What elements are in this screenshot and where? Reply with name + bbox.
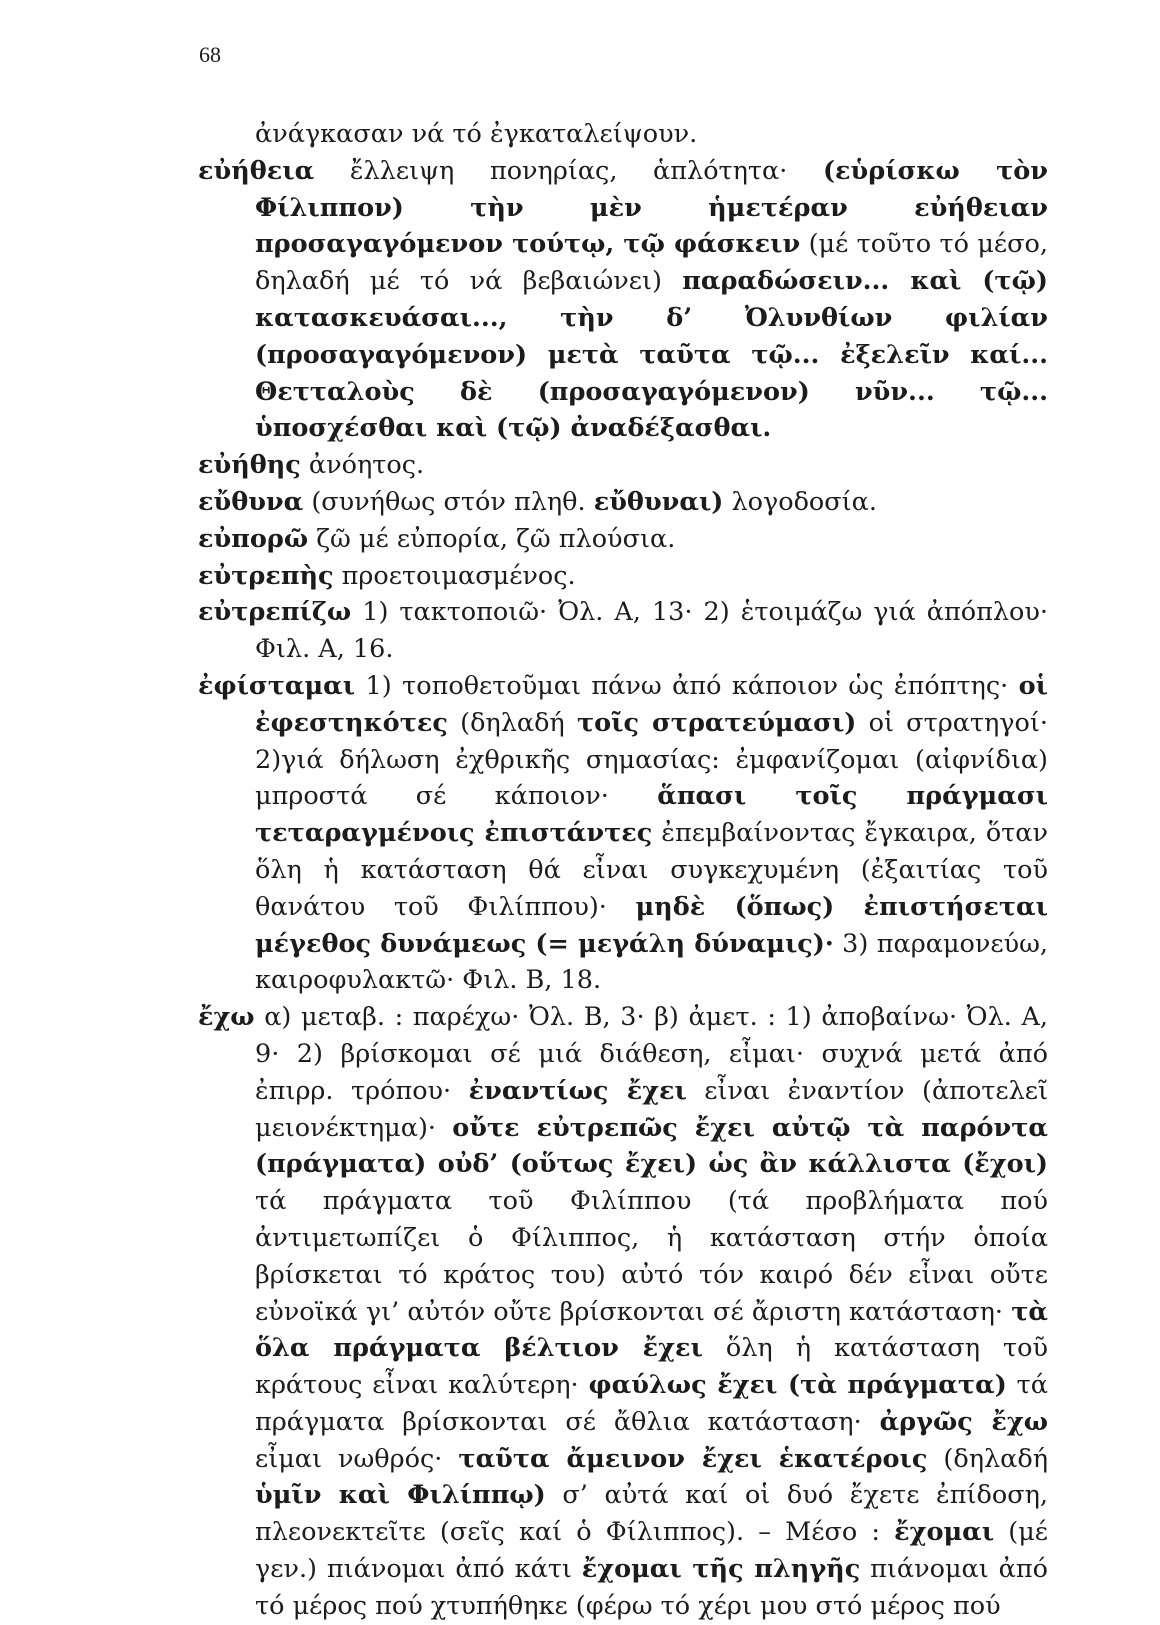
entry-gloss-text: προετοιμασμένος.: [333, 560, 576, 591]
entry-headword-text: παραδώσειν... καὶ (τῷ) κατασκευάσαι..., τὴν δ’ Ὀλυνθίων φιλίαν (προσαγαγόμενον) μετὰ ταῦτα τῷ... ἐξελεῖν καί... Θετταλοὺς δὲ (προσαγαγόμενον) νῦν... τῷ... ὑποσχέσθαι καὶ (τῷ) ἀναδέξασθαι.: [255, 266, 1048, 444]
entry-headword-text: εὐπορῶ: [198, 523, 309, 554]
entry-headword-text: μηδὲ (ὅπως) ἐπιστήσεται μέγεθος δυνάμεως (= μεγάλη δύναμις)·: [255, 891, 1048, 959]
entry-headword-text: οὔτε εὐτρεπῶς ἔχει αὐτῷ τὰ παρόντα (πράγματα) οὐδ’ (οὕτως ἔχει) ὡς ἂν κάλλιστα (ἔχοι): [255, 1112, 1048, 1180]
entry-headword-text: τοῖς στρατεύμασι): [576, 707, 857, 738]
entry-gloss-text: ἀνόητος.: [300, 450, 425, 481]
dictionary-entry-cont: [198, 116, 1048, 153]
entry-headword-text: εὔθυνα: [198, 486, 304, 517]
entry-gloss-text: 3) παραμονεύω, καιροφυλακτῶ· Φιλ. Β, 18.: [255, 928, 1048, 996]
entry-headword-text: ὑμῖν καὶ Φιλίππῳ): [255, 1480, 546, 1511]
entry-headword-text: εὐήθεια: [198, 155, 315, 186]
entry-gloss-text: (μέ γεν.) πιάνομαι ἀπό κάτι: [255, 1517, 1048, 1585]
entry-headword-text: εὐήθης: [198, 450, 301, 481]
dictionary-entries: [198, 116, 1048, 1625]
entry-gloss-text: λογοδοσία.: [723, 486, 878, 517]
entry-headword-text: φαύλως ἔχει (τὰ πράγματα): [588, 1370, 1007, 1401]
entry-gloss-text: ἔλλειψη πονηρίας, ἁπλότητα·: [314, 155, 823, 186]
entry-headword-text: τὰ ὅλα πράγματα βέλτιον ἔχει: [255, 1296, 1048, 1364]
entry-gloss-text: (δηλαδή: [927, 1443, 1048, 1474]
entry-headword-text: ταῦτα ἄμεινον ἔχει ἑκατέροις: [458, 1443, 928, 1474]
entry-gloss-text: ἀνάγκασαν νά τό ἐγκαταλείψουν.: [255, 119, 698, 149]
entry-headword-text: οἱ ἐφεστηκότες: [255, 670, 1048, 738]
entry-headword-text: ἅπασι τοῖς πράγμασι τεταραγμένοις ἐπιστάντες: [255, 781, 1048, 849]
page-number: 68: [199, 42, 221, 67]
dictionary-entry-echo: [198, 999, 1048, 1625]
entry-gloss-text: τά πράγματα τοῦ Φιλίππου (τά προβλήματα πού ἀντιμετωπίζει ὁ Φίλιππος, ἡ κατάσταση στήν ὁποία βρίσκεται τό κράτος του) αὐτό τόν καιρό δέν εἶναι οὔτε εὐνοϊκά γι’ αὐτόν οὔτε βρίσκονται σέ ἄριστη κατάσταση·: [255, 1186, 1048, 1327]
dictionary-entry-euthyna: [198, 484, 1048, 521]
entry-gloss-text: 1) τακτοποιῶ· Ὀλ. Α, 13· 2) ἑτοιμάζω γιά ἀπόπλου· Φιλ. Α, 16.: [255, 597, 1048, 665]
entry-gloss-text: (δηλαδή: [447, 707, 577, 738]
entry-gloss-text: οἱ στρατηγοί· 2)γιά δήλωση ἐχθρικῆς σημασίας: ἐμφανίζομαι (αἰφνίδια) μπροστά σέ κάποιον·: [255, 707, 1048, 812]
entry-gloss-text: εἶναι ἐναντίον (ἀποτελεῖ μειονέκτημα)·: [255, 1075, 1048, 1143]
entry-gloss-text: (μέ τοῦτο τό μέσο, δηλαδή μέ τό νά βεβαιώνει): [255, 229, 1048, 297]
dictionary-entry-euporo: [198, 521, 1048, 558]
entry-gloss-text: σ’ αὐτά καί οἱ δυό ἔχετε ἐπίδοση, πλεονεκτεῖτε (σεῖς καί ὁ Φίλιππος). – Μέσο :: [255, 1480, 1048, 1548]
entry-headword-text: ἐναντίως ἔχει: [468, 1075, 687, 1106]
entry-headword-text: εὐτρεπὴς: [198, 560, 334, 591]
entry-headword-text: εὔθυναι): [593, 486, 724, 517]
dictionary-entry-efistamai: [198, 668, 1048, 999]
entry-headword-text: (εὑρίσκω τὸν Φίλιππον) τὴν μὲν ἡμετέραν εὐήθειαν προσαγαγόμενον τούτῳ, τῷ φάσκειν: [255, 155, 1048, 260]
entry-gloss-text: πιάνομαι ἀπό τό μέρος πού χτυπήθηκε (φέρω τό χέρι μου στό μέρος πού: [255, 1554, 1048, 1621]
entry-gloss-text: α) μεταβ. : παρέχω· Ὀλ. Β, 3· β) ἀμετ. : 1) ἀποβαίνω· Ὀλ. Α, 9· 2) βρίσκομαι σέ μιά διάθεση, εἶμαι· συχνά μετά ἀπό ἐπιρρ. τρόπου·: [254, 1002, 1048, 1106]
dictionary-entry-eutrepes: [198, 558, 1048, 595]
dictionary-entry-euetheia: [198, 153, 1048, 447]
entry-gloss-text: ἐπεμβαίνοντας ἔγκαιρα, ὅταν ὅλη ἡ κατάσταση θά εἶναι συγκεχυμένη (ἐξαιτίας τοῦ θανάτου τοῦ Φιλίππου)·: [255, 818, 1048, 922]
entry-gloss-text: ὅλη ἡ κατάσταση τοῦ κράτους εἶναι καλύτερη·: [255, 1333, 1049, 1401]
entry-headword-text: εὐτρεπίζω: [198, 597, 352, 628]
dictionary-entry-eutrepizo: [198, 594, 1048, 668]
entry-headword-text: ἔχω: [198, 1002, 255, 1033]
entry-gloss-text: εἶμαι νωθρός·: [255, 1443, 459, 1474]
entry-gloss-text: ζῶ μέ εὐπορία, ζῶ πλούσια.: [308, 523, 676, 554]
entry-gloss-text: 1) τοποθετοῦμαι πάνω ἀπό κάποιον ὡς ἐπόπτης·: [355, 670, 1019, 701]
entry-headword-text: ἔχομαι: [894, 1517, 995, 1548]
entry-gloss-text: (συνήθως στόν πληθ.: [303, 486, 594, 517]
entry-headword-text: ἐφίσταμαι: [198, 670, 356, 701]
dictionary-entry-euethes: [198, 447, 1048, 484]
entry-headword-text: ἔχομαι τῆς πληγῆς: [581, 1554, 861, 1585]
entry-headword-text: ἀργῶς ἔχω: [879, 1406, 1048, 1437]
entry-gloss-text: τά πράγματα βρίσκονται σέ ἄθλια κατάσταση·: [255, 1370, 1048, 1437]
